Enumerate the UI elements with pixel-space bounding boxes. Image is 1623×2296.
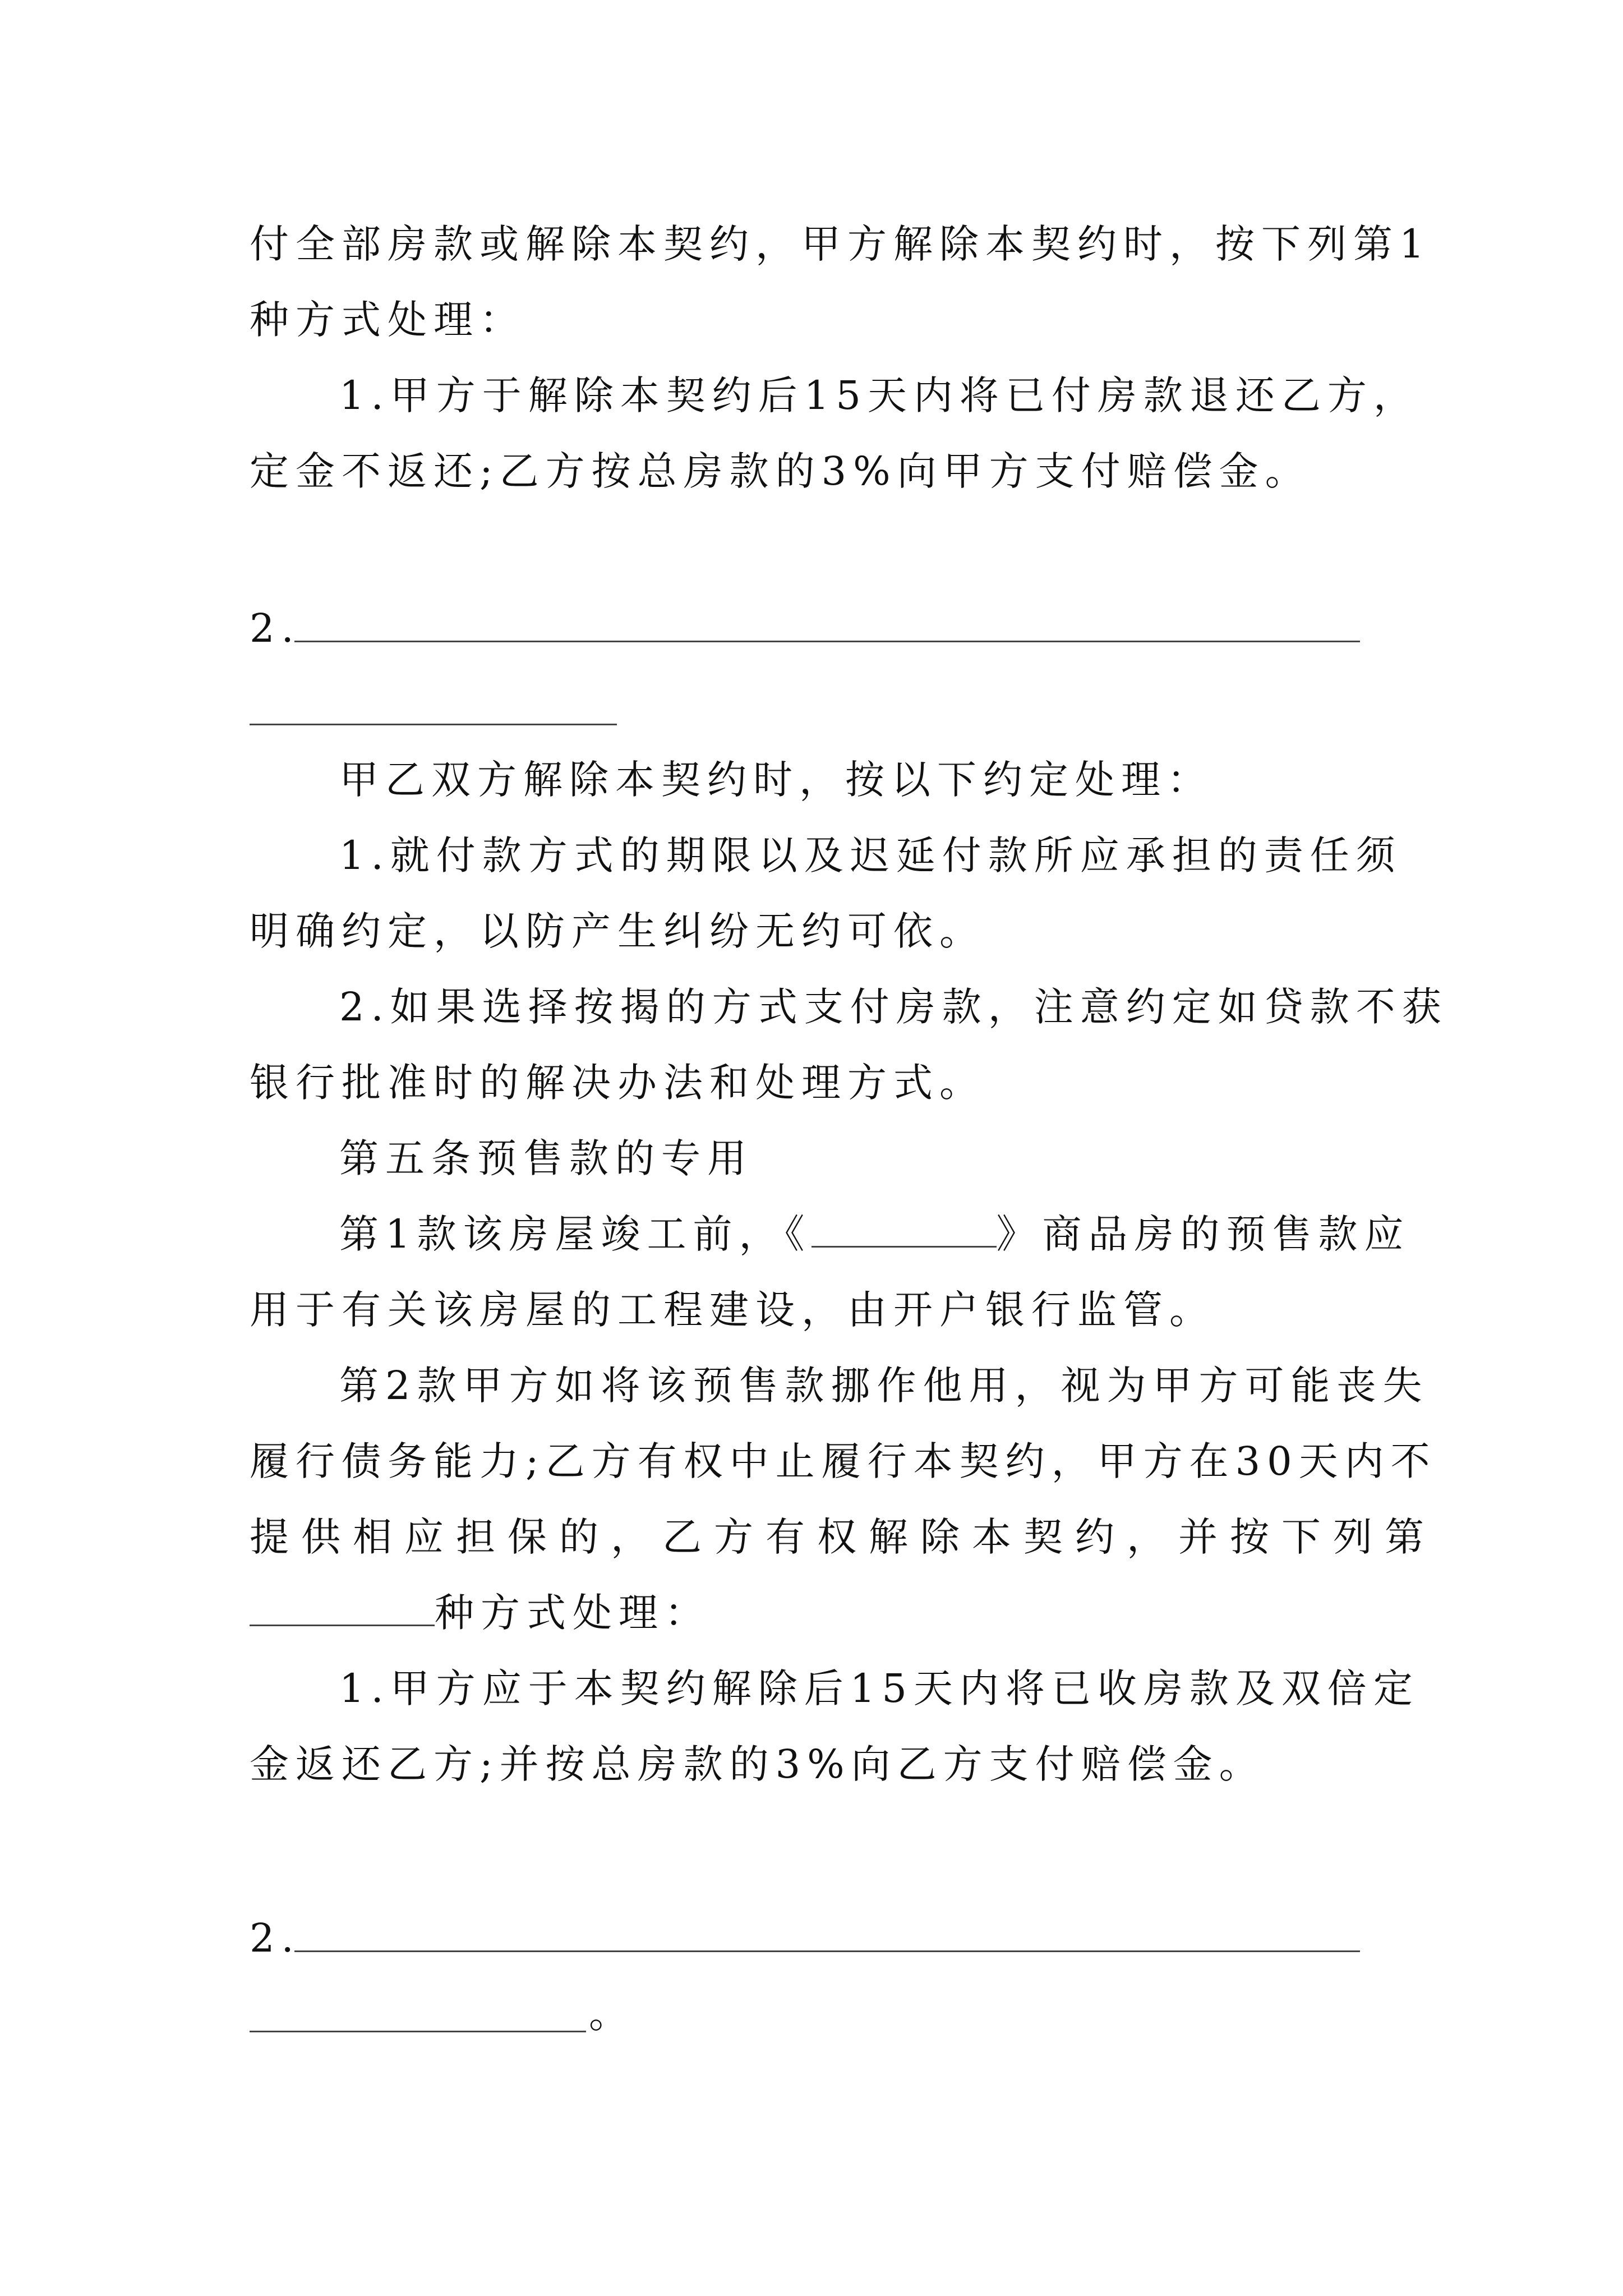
- text-line: 甲乙双方解除本契约时，按以下约定处理：: [339, 757, 1213, 803]
- text-line: 定金不返还;乙方按总房款的3%向甲方支付赔偿金。: [250, 448, 1311, 494]
- text-line: 金返还乙方;并按总房款的3%向乙方支付赔偿金。: [250, 1741, 1265, 1787]
- fill-in-blank: [294, 1950, 1360, 1952]
- fill-in-blank: [250, 1585, 435, 1626]
- text-segment: 种方式处理：: [435, 1590, 711, 1636]
- text-line: 第2款甲方如将该预售款挪作他用，视为甲方可能丧失: [339, 1363, 1429, 1409]
- fill-in-blank: [294, 641, 1360, 642]
- text-line: 付全部房款或解除本契约，甲方解除本契约时，按下列第1: [250, 221, 1431, 267]
- text-line: 1.甲方于解除本契约后15天内将已付房款退还乙方，: [339, 372, 1419, 418]
- text-line: [339, 1203, 1410, 1265]
- text-line: 种方式处理：: [250, 297, 525, 343]
- text-line: 1.就付款方式的期限以及迟延付款所应承担的责任须: [339, 832, 1402, 878]
- fill-in-blank: [250, 2031, 586, 2032]
- text-segment: 第1款该房屋竣工前，《: [339, 1211, 811, 1257]
- text-line: 提供相应担保的，乙方有权解除本契约，并按下列第: [250, 1514, 1436, 1560]
- text-line: 银行批准时的解决办法和处理方式。: [250, 1060, 985, 1106]
- text-line: 第五条预售款的专用: [339, 1135, 753, 1181]
- text-line: 明确约定，以防产生纠纷无约可依。: [250, 908, 985, 954]
- text-segment: 》商品房的预售款应: [996, 1211, 1410, 1257]
- text-line: 2.: [250, 605, 301, 651]
- text-line: 2.如果选择按揭的方式支付房款，注意约定如贷款不获: [339, 984, 1448, 1030]
- text-line: [250, 1582, 711, 1644]
- fill-in-blank: [250, 724, 617, 725]
- fill-in-blank: [811, 1207, 997, 1248]
- text-line: 1.甲方应于本契约解除后15天内将已收房款及双倍定: [339, 1665, 1419, 1711]
- text-line: 。: [589, 1991, 635, 2037]
- text-line: 2.: [250, 1915, 301, 1961]
- text-line: 用于有关该房屋的工程建设，由开户银行监管。: [250, 1287, 1215, 1333]
- text-line: 履行债务能力;乙方有权中止履行本契约，甲方在30天内不: [250, 1438, 1437, 1484]
